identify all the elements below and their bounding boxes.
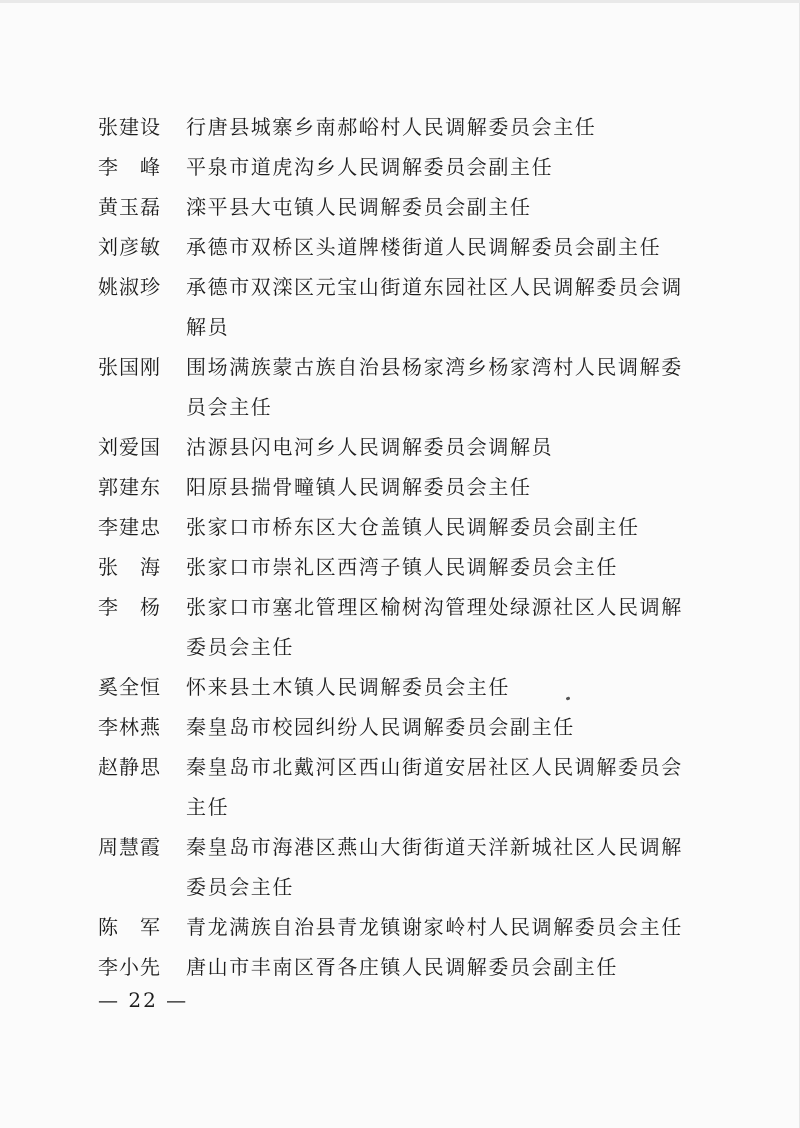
person-name: 陈 军 (98, 915, 161, 939)
list-item (98, 107, 698, 147)
person-name: 张建设 (98, 115, 161, 139)
person-name: 赵静思 (98, 755, 161, 779)
list-item (98, 947, 698, 987)
person-title: 张家口市塞北管理区榆树沟管理处绿源社区人民调解委员会主任 (186, 595, 683, 659)
honoree-list (98, 107, 698, 987)
person-name: 刘爱国 (98, 435, 161, 459)
list-item (98, 507, 698, 547)
person-title: 张家口市桥东区大仓盖镇人民调解委员会副主任 (186, 515, 640, 539)
person-title: 承德市双滦区元宝山街道东园社区人民调解委员会调解员 (186, 275, 683, 339)
list-item (98, 707, 698, 747)
person-name: 郭建东 (98, 475, 161, 499)
list-item (98, 747, 698, 827)
person-name: 李林燕 (98, 715, 161, 739)
person-title: 平泉市道虎沟乡人民调解委员会副主任 (186, 155, 554, 179)
person-name: 周慧霞 (98, 835, 161, 859)
person-title: 承德市双桥区头道牌楼街道人民调解委员会副主任 (186, 235, 662, 259)
person-title: 秦皇岛市海港区燕山大街街道天洋新城社区人民调解委员会主任 (186, 835, 683, 899)
person-name: 李小先 (98, 955, 161, 979)
person-title: 行唐县城寨乡南郝峪村人民调解委员会主任 (186, 115, 597, 139)
person-name: 姚淑珍 (98, 275, 161, 299)
person-name: 张 海 (98, 555, 161, 579)
person-name: 李 峰 (98, 155, 161, 179)
person-title: 唐山市丰南区胥各庄镇人民调解委员会副主任 (186, 955, 618, 979)
list-item (98, 267, 698, 347)
list-item (98, 827, 698, 907)
person-title: 滦平县大屯镇人民调解委员会副主任 (186, 195, 532, 219)
person-title: 围场满族蒙古族自治县杨家湾乡杨家湾村人民调解委员会主任 (186, 355, 683, 419)
person-name: 李 杨 (98, 595, 161, 619)
person-name: 刘彦敏 (98, 235, 161, 259)
person-title: 秦皇岛市校园纠纷人民调解委员会副主任 (186, 715, 575, 739)
list-item (98, 467, 698, 507)
list-item (98, 187, 698, 227)
list-item (98, 347, 698, 427)
person-title: 张家口市崇礼区西湾子镇人民调解委员会主任 (186, 555, 618, 579)
person-name: 黄玉磊 (98, 195, 161, 219)
page-number: — 22 — (98, 988, 189, 1012)
person-title: 秦皇岛市北戴河区西山街道安居社区人民调解委员会主任 (186, 755, 683, 819)
person-title: 怀来县土木镇人民调解委员会主任 (186, 675, 510, 699)
person-name: 奚全恒 (98, 675, 161, 699)
list-item (98, 147, 698, 187)
list-item (98, 427, 698, 467)
person-title: 青龙满族自治县青龙镇谢家岭村人民调解委员会主任 (186, 915, 683, 939)
person-name: 李建忠 (98, 515, 161, 539)
person-title: 阳原县揣骨疃镇人民调解委员会主任 (186, 475, 532, 499)
scan-edge (0, 0, 800, 3)
person-title: 沽源县闪电河乡人民调解委员会调解员 (186, 435, 554, 459)
list-item (98, 227, 698, 267)
list-item (98, 907, 698, 947)
list-item (98, 547, 698, 587)
person-name: 张国刚 (98, 355, 161, 379)
list-item (98, 587, 698, 667)
list-item (98, 667, 698, 707)
